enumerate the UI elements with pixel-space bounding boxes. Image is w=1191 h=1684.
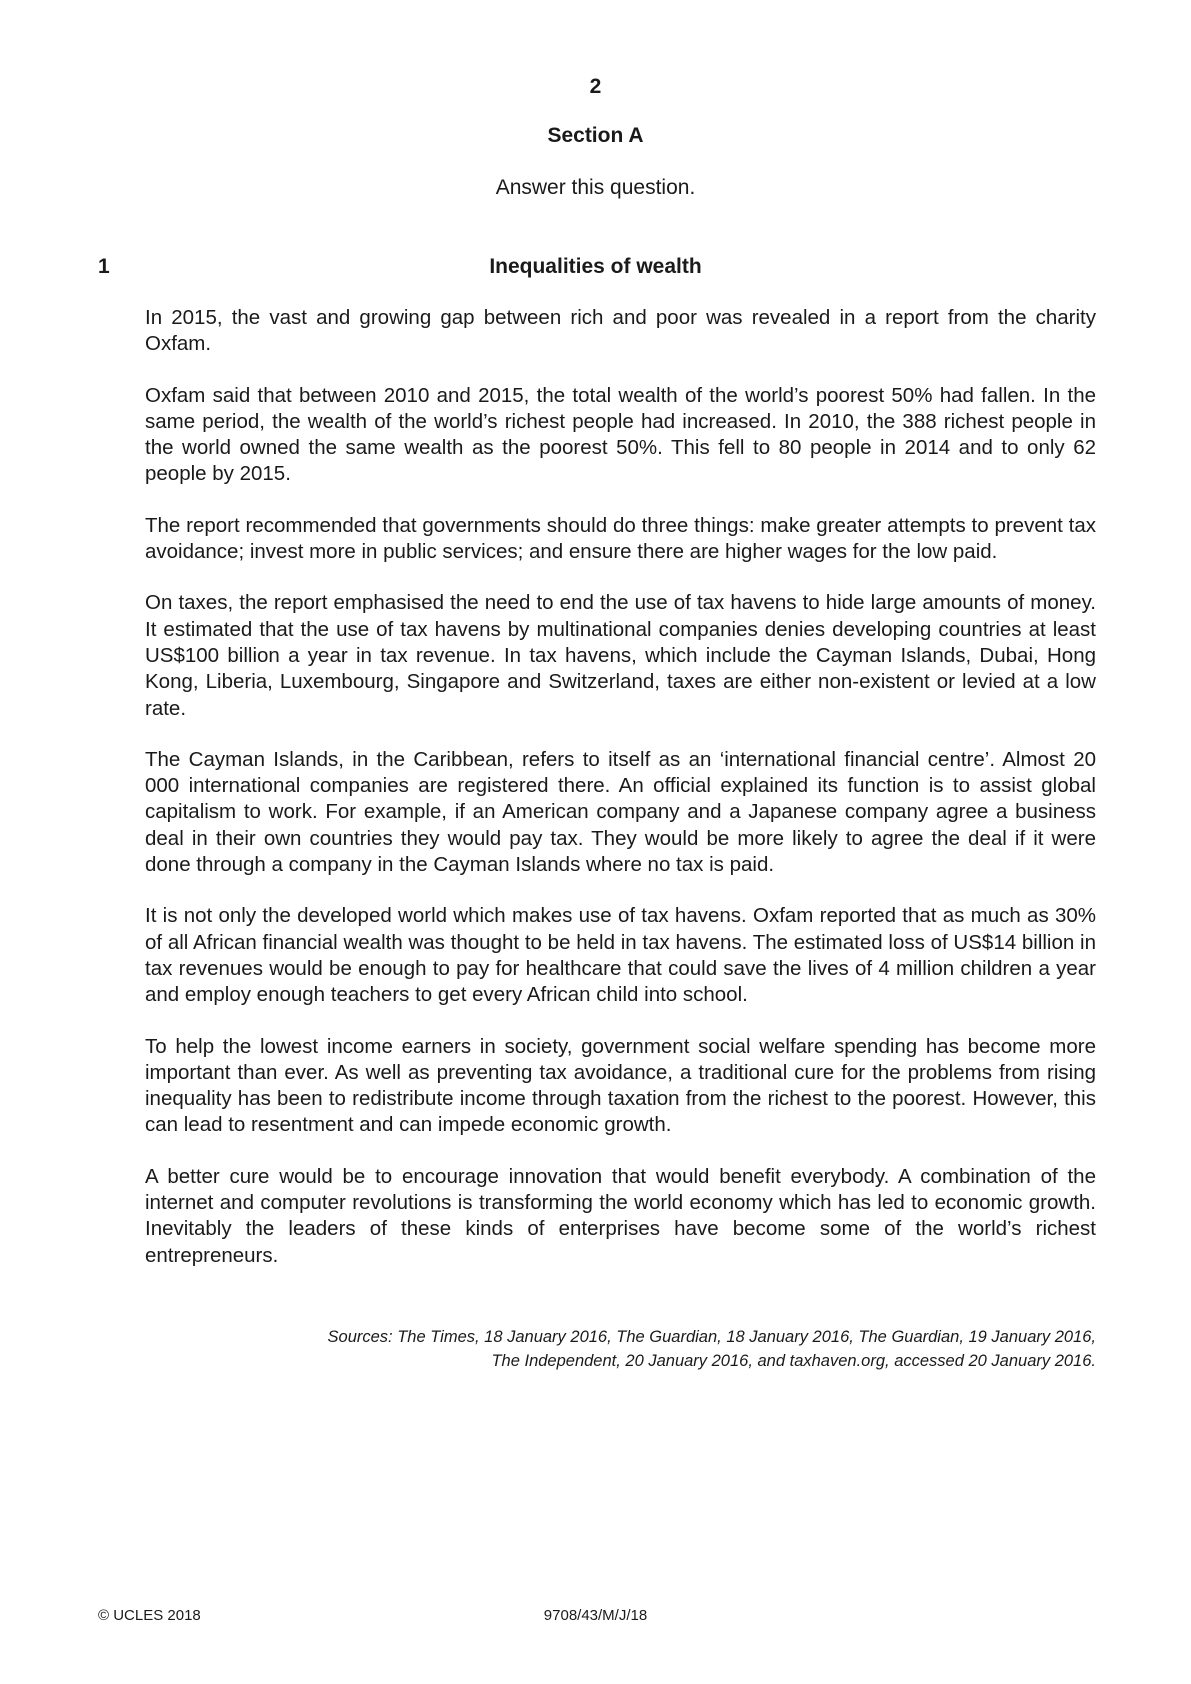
paragraph-6: It is not only the developed world which makes use of tax havens. Oxfam reported that as much as 30% of all African financial wealth was thought to be held in tax havens. The estimated loss of US$14 billion in tax revenues would be enough to pay for healthcare that could save the lives of 4 million children a year and employ enough teachers to get every African child into school. bbox=[145, 904, 1096, 1007]
sources-line-2: The Independent, 20 January 2016, and taxhaven.org, accessed 20 January 2016. bbox=[491, 1352, 1096, 1370]
paragraph-1: In 2015, the vast and growing gap between rich and poor was revealed in a report from the charity Oxfam. bbox=[145, 306, 1096, 356]
sources-citation bbox=[145, 1325, 1096, 1373]
sources-line-1: Sources: The Times, 18 January 2016, The Guardian, 18 January 2016, The Guardian, 19 January 2016, bbox=[327, 1328, 1096, 1346]
paragraph-4: On taxes, the report emphasised the need to end the use of tax havens to hide large amounts of money. It estimated that the use of tax havens by multinational companies denies developing countries at least US$100 billion a year in tax revenue. In tax havens, which include the Cayman Islands, Dubai, Hong Kong, Liberia, Luxembourg, Singapore and Switzerland, taxes are either non-existent or levied at a low rate. bbox=[145, 591, 1096, 720]
section-title: Section A bbox=[547, 124, 644, 147]
paragraph-7: To help the lowest income earners in society, government social welfare spending has become more important than ever. As well as preventing tax avoidance, a traditional cure for the problems from rising inequality has been to redistribute income through taxation from the richest to the poorest. However, this can lead to resentment and can impede economic growth. bbox=[145, 1034, 1096, 1137]
paragraph-8: A better cure would be to encourage innovation that would benefit everybody. A combination of the internet and computer revolutions is transforming the world economy which has led to economic growth. Inevitably the leaders of these kinds of enterprises have become some of the world’s richest entrepreneurs. bbox=[145, 1164, 1096, 1267]
page-number: 2 bbox=[589, 75, 602, 98]
paragraph-3: The report recommended that governments should do three things: make greater attempts to prevent tax avoidance; invest more in public services; and ensure there are higher wages for the low paid. bbox=[145, 513, 1096, 564]
copyright-notice: © UCLES 2018 bbox=[98, 1607, 201, 1624]
article-body bbox=[145, 305, 1096, 1294]
question-number: 1 bbox=[98, 255, 110, 278]
instruction-text: Answer this question. bbox=[495, 176, 696, 199]
question-title: Inequalities of wealth bbox=[489, 255, 702, 278]
paper-code: 9708/43/M/J/18 bbox=[543, 1607, 648, 1624]
paragraph-2: Oxfam said that between 2010 and 2015, the total wealth of the world’s poorest 50% had fallen. In the same period, the wealth of the world’s richest people had increased. In 2010, the 388 richest people in the world owned the same wealth as the poorest 50%. This fell to 80 people in 2014 and to only 62 people by 2015. bbox=[145, 383, 1096, 486]
paragraph-5: The Cayman Islands, in the Caribbean, refers to itself as an ‘international financial centre’. Almost 20 000 international companies are registered there. An official explained its function is to assist global capitalism to work. For example, if an American company and a Japanese company agree a business deal in their own countries they would pay tax. They would be more likely to agree the deal if it were done through a company in the Cayman Islands where no tax is paid. bbox=[145, 747, 1096, 877]
